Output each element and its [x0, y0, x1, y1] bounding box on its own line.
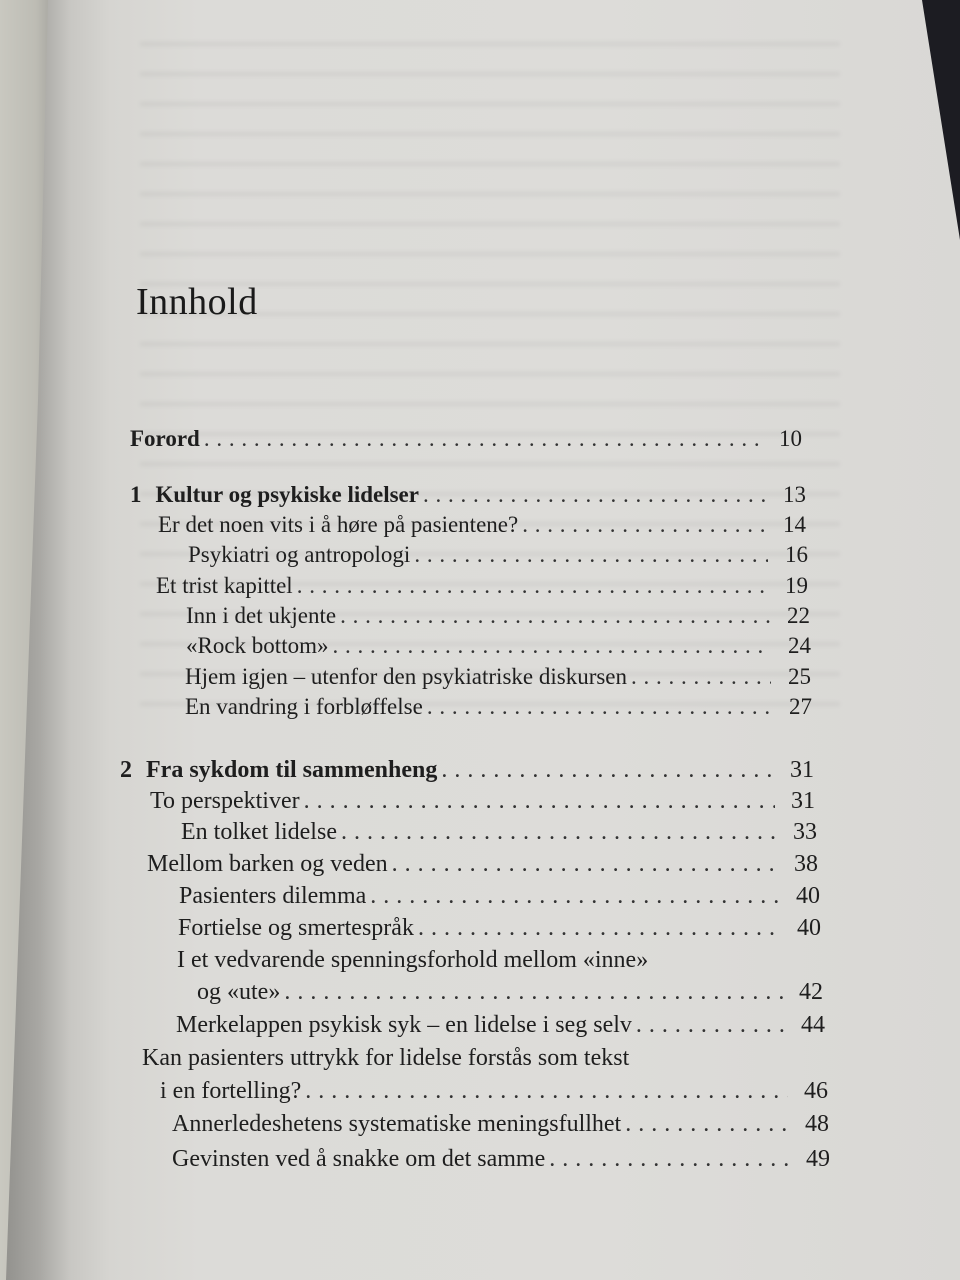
toc-entry-label: Inn i det ukjente [186, 603, 337, 628]
toc-page-number: 38 [794, 851, 818, 877]
toc-entry-label: Kultur og psykiske lidelser [155, 482, 419, 507]
toc-page-number: 49 [806, 1146, 830, 1172]
toc-entry-label: Fortielse og smertespråk [178, 915, 414, 941]
toc-entry-label: Gevinsten ved å snakke om det samme [172, 1146, 546, 1172]
toc-page-number: 46 [804, 1078, 828, 1104]
toc-page-number: 25 [788, 664, 811, 689]
toc-entry[interactable] [158, 511, 806, 539]
toc-entry-label: Merkelappen psykisk syk – en lidelse i seg selv [176, 1012, 632, 1038]
toc-entry-label: En vandring i forbløffelse [185, 694, 423, 719]
toc-entry-label: To perspektiver [150, 788, 300, 814]
leader-dots [297, 572, 768, 600]
toc-entry[interactable] [160, 1077, 828, 1105]
toc-entry-label: Fra sykdom til sammenheng [146, 757, 438, 783]
leader-dots [340, 602, 770, 630]
toc-entry-label: Forord [130, 426, 200, 451]
toc-page-number: 40 [796, 883, 820, 909]
toc-entry[interactable] [172, 1110, 829, 1138]
toc-entry[interactable] [181, 818, 817, 846]
leader-dots [631, 663, 771, 691]
toc-page-number: 31 [790, 757, 814, 783]
toc-entry[interactable] [176, 1011, 825, 1039]
leader-dots [625, 1110, 789, 1138]
leader-dots [204, 425, 762, 453]
toc-entry[interactable] [185, 663, 811, 691]
leader-dots [305, 1077, 788, 1105]
leader-dots [332, 632, 771, 660]
toc-entry-label: «Rock bottom» [186, 633, 329, 658]
leader-dots [414, 541, 768, 569]
toc-entry-label: Hjem igjen – utenfor den psykiatriske diskursen [185, 664, 628, 689]
toc-entry[interactable] [178, 914, 821, 942]
leader-dots [370, 882, 780, 910]
toc-page-number: 27 [789, 694, 812, 719]
toc-entry[interactable] [172, 1145, 830, 1173]
toc-entry-label: Et trist kapittel [156, 573, 293, 598]
leader-dots [423, 481, 766, 509]
toc-entry-label: Mellom barken og veden [147, 851, 388, 877]
toc-page-number: 42 [799, 979, 823, 1005]
toc-entry[interactable] [150, 787, 815, 815]
leader-dots [522, 511, 766, 539]
toc-entry[interactable] [186, 602, 810, 630]
toc-page-number: 40 [797, 915, 821, 941]
leader-dots [549, 1145, 790, 1173]
toc-entry-label-line2: i en fortelling? [160, 1078, 302, 1104]
toc-page-number: 10 [779, 426, 802, 451]
toc-chapter-1[interactable] [130, 481, 806, 509]
chapter-number: 1 [130, 482, 142, 507]
leader-dots [341, 818, 777, 846]
toc-entry-label-line2: og «ute» [197, 979, 281, 1005]
toc-entry-label: En tolket lidelse [181, 819, 337, 845]
leader-dots [636, 1011, 785, 1039]
toc-entry-label: Psykiatri og antropologi [188, 542, 411, 567]
toc-page-number: 22 [787, 603, 810, 628]
toc-entry[interactable] [156, 572, 808, 600]
toc-entry[interactable] [188, 541, 808, 569]
toc-entry-forord[interactable] [130, 425, 802, 453]
leader-dots [427, 693, 772, 721]
toc-page-number: 19 [785, 573, 808, 598]
leader-dots [418, 914, 781, 942]
leader-dots [304, 787, 775, 815]
toc-page-number: 24 [788, 633, 811, 658]
page-title: Innhold [136, 281, 258, 323]
leader-dots [284, 978, 783, 1006]
toc-chapter-2[interactable] [120, 756, 814, 784]
toc-entry-label-line1[interactable]: Kan pasienters uttrykk for lidelse forstås som tekst [142, 1045, 630, 1071]
toc-entry[interactable] [186, 632, 811, 660]
toc-entry[interactable] [147, 850, 818, 878]
toc-entry[interactable] [185, 693, 812, 721]
toc-entry-label: Annerledeshetens systematiske meningsfullhet [172, 1111, 622, 1137]
leader-dots [392, 850, 778, 878]
toc-page-number: 13 [783, 482, 806, 507]
toc-entry-label: Er det noen vits i å høre på pasientene? [158, 512, 519, 537]
toc-page-number: 44 [801, 1012, 825, 1038]
toc-entry-label-line1[interactable]: I et vedvarende spenningsforhold mellom «inne» [177, 947, 649, 973]
toc-page-number: 14 [783, 512, 806, 537]
toc-entry-label: Pasienters dilemma [179, 883, 367, 909]
toc-page-number: 48 [805, 1111, 829, 1137]
toc-page-number: 31 [791, 788, 815, 814]
toc-page-number: 33 [793, 819, 817, 845]
chapter-number: 2 [120, 757, 132, 783]
leader-dots [441, 756, 774, 784]
toc-entry[interactable] [197, 978, 823, 1006]
toc-page-number: 16 [785, 542, 808, 567]
toc-entry[interactable] [179, 882, 820, 910]
